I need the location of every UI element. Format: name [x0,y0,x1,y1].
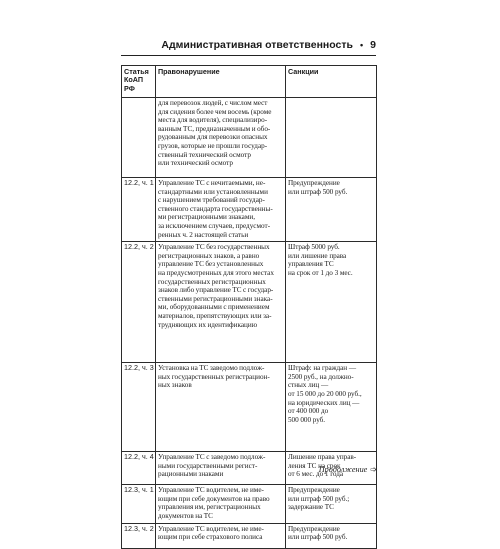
table-row [122,242,377,363]
offense-cell: Установка на ТС заведомо подлож- ных государственных регистрацион- ных знаков [156,363,286,452]
sanction-cell: Лишение права управ- ления ТС на срок от 6 мес. до 1 года [286,452,377,485]
bullet-icon: • [360,40,364,50]
table-row [122,178,377,242]
offense-cell: Управление ТС с нечитаемыми, не- стандартными или установленными с нарушением требований государ- ственного стандарта государственны- ми регистрационными знаками, за исключением случаев, предусмот- ренных ч. 2 настоящей статьи [156,178,286,242]
article-cell [122,98,156,178]
table-row [122,523,377,548]
offense-cell: Управление ТС водителем, не име- ющим при себе страхового полиса [156,523,286,548]
article-cell: 12.2, ч. 4 [122,452,156,485]
continued-note [300,465,377,476]
page-number: 9 [370,39,376,51]
article-cell: 12.2, ч. 2 [122,242,156,363]
offense-cell: Управление ТС с заведомо подлож- ными государственными регист- рационными знаками [156,452,286,485]
table-row [122,98,377,178]
sanction-cell: Штраф 5000 руб. или лишение права управления ТС на срок от 1 до 3 мес. [286,242,377,363]
sanction-cell: Штраф: на граждан — 2500 руб., на должно- стных лиц — от 15 000 до 20 000 руб., на юридических лиц — от 400 000 до 500 000 руб. [286,363,377,452]
article-cell: 12.3, ч. 1 [122,485,156,523]
article-cell: 12.3, ч. 2 [122,523,156,548]
sanction-cell: Предупреждение или штраф 500 руб.; задержание ТС [286,485,377,523]
column-header-offense: Правонарушение [156,66,286,98]
arrow-icon: ➩ [370,465,377,474]
article-cell: 12.2, ч. 1 [122,178,156,242]
offense-cell: Управление ТС без государственных регистрационных знаков, а равно управление ТС без установленных на предусмотренных для этого местах государственных регистрационных знаков либо управление ТС с государ- ственными регистрационными знака- ми, оборудованными с применением материалов, препятствующих или за- трудняющих их идентификацию [156,242,286,363]
column-header-sanctions: Санкции [286,66,377,98]
running-head-title: Административная ответственность [161,39,353,51]
running-head [121,38,376,52]
header-rule [121,55,376,56]
sanction-cell: Предупреждение или штраф 500 руб. [286,178,377,242]
table-row [122,485,377,523]
column-header-article: Статья КоАП РФ [122,66,156,98]
offense-cell: Управление ТС водителем, не име- ющим при себе документов на право управления им, регистрационных документов на ТС [156,485,286,523]
sanction-cell [286,98,377,178]
offenses-table [121,65,377,549]
sanction-cell: Предупреждение или штраф 500 руб. [286,523,377,548]
continued-label: Продолжение [318,465,368,474]
table-row [122,363,377,452]
article-cell: 12.2, ч. 3 [122,363,156,452]
table-header-row [122,66,377,98]
offense-cell: для перевозок людей, с числом мест для сидения более чем восемь (кроме места для водителя), специализиро- ванным ТС, предназначенным и обо- рудованным для перевозки опасных грузов, которые не прошли государ- ственный технический осмотр или технический осмотр [156,98,286,178]
